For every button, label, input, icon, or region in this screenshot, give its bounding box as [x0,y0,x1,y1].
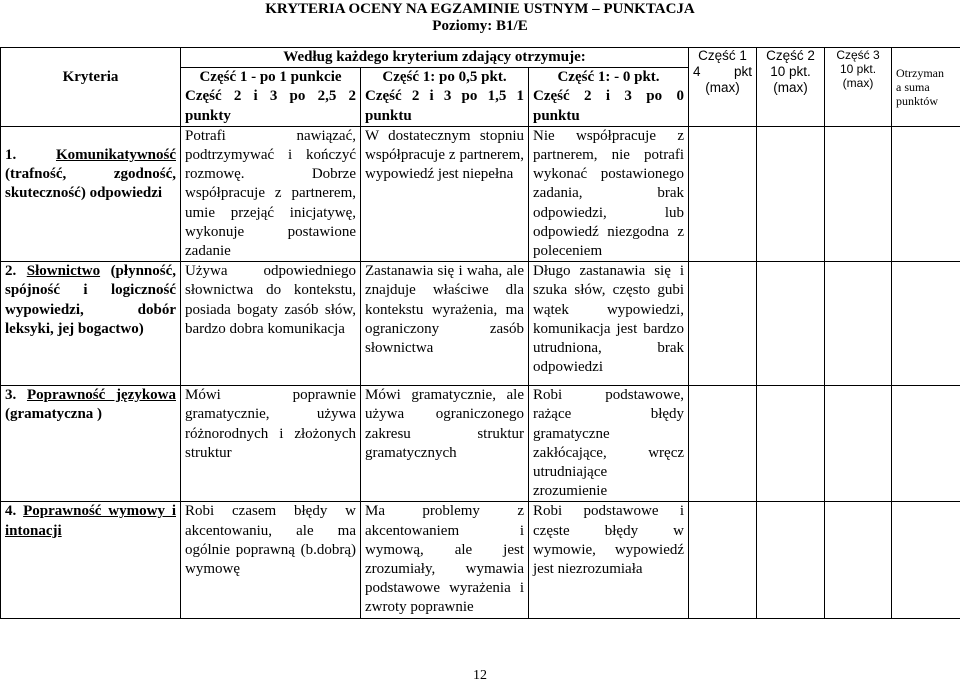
score-col-full: Część 1 - po 1 punkcie Część 2 i 3 po 2,5 2 punkty [181,68,361,127]
criterion-name: Poprawność wymowy i intonacji [5,503,176,538]
score-col-half: Część 1: po 0,5 pkt. Część 2 i 3 po 1,5 1 punktu [361,68,529,127]
page-number: 12 [0,668,960,684]
criterion-cell: 3. Poprawność językowa (gramatyczna ) [1,386,181,502]
score-zero-text: Długo zastanawia się i szuka słów, często gubi wątek wypowiedzi, komunikacja jest bardzo utrudniona, brak odpowiedzi [529,262,689,386]
criterion-cell: 2. Słownictwo (płynność, spójność i logiczność wypowiedzi, dobór leksyki, jej bogactwo) [1,262,181,386]
score-half-text: W dostatecznym stopniu współpracuje z partnerem, wypowiedź jest niepełna [361,126,529,261]
criterion-cell: 1. Komunikatywność (trafność, zgodność, skuteczność) odpowiedzi [1,126,181,261]
criteria-header: Kryteria [1,68,181,127]
criteria-table [0,47,960,619]
criterion-desc: (płynność, spójność i logiczność wypowiedzi, dobór leksyki, jej bogactwo) [5,263,176,337]
table-row [1,262,960,386]
score-zero-text: Robi podstawowe i częste błędy w wymowie, wypowiedź jest niezrozumiała [529,502,689,618]
score-col-zero: Część 1: - 0 pkt. Część 2 i 3 po 0 punktu [529,68,689,127]
score-full-text: Używa odpowiedniego słownictwa do kontekstu, posiada bogaty zasób słów, bardzo dobra komunikacja [181,262,361,386]
criterion-name: Słownictwo [27,263,100,279]
page-title: KRYTERIA OCENY NA EGZAMINIE USTNYM – PUNKTACJA [0,0,960,18]
header-row-group [1,48,960,68]
score-full-text: Potrafi nawiązać, podtrzymywać i kończyć rozmowę. Dobrze współpracuje z partnerem, umie przejąć inicjatywę, wykonuje postawione zadanie [181,126,361,261]
score-half-text: Ma problemy z akcentowaniem i wymową, ale jest zrozumiały, wymawia podstawowe wyrażenia i zwroty poprawnie [361,502,529,618]
criterion-name: Poprawność językowa [27,387,176,403]
total-col: Otrzyman a suma punktów [892,48,960,127]
level-subtitle: Poziomy: B1/E [0,17,960,35]
criterion-cell: 4. Poprawność wymowy i intonacji [1,502,181,618]
max-col-part3: Część 3 10 pkt. (max) [825,48,892,127]
max-col-part1: Część 1 4 pkt (max) [689,48,757,127]
score-full-text: Robi czasem błędy w akcentowaniu, ale ma ogólnie poprawną (b.dobrą) wymowę [181,502,361,618]
group-header: Według każdego kryterium zdający otrzymuje: [181,48,689,68]
criterion-desc: (gramatyczna ) [5,406,102,422]
max-col-part2: Część 2 10 pkt. (max) [757,48,825,127]
criterion-desc: (trafność, zgodność, skuteczność) odpowiedzi [5,166,176,201]
score-zero-text: Nie współpracuje z partnerem, nie potrafi wykonać postawionego zadania, brak odpowiedzi, lub odpowiedź niezgodna z poleceniem [529,126,689,261]
criterion-name: Komunikatywność [56,147,176,163]
score-half-text: Mówi gramatycznie, ale używa ograniczonego zakresu struktur gramatycznych [361,386,529,502]
score-zero-text: Robi podstawowe, rażące błędy gramatyczne zakłócające, wręcz utrudniające zrozumienie [529,386,689,502]
table-row [1,502,960,618]
table-row [1,386,960,502]
score-full-text: Mówi poprawnie gramatycznie, używa różnorodnych i złożonych struktur [181,386,361,502]
score-half-text: Zastanawia się i waha, ale znajduje właściwe dla kontekstu wyrażenia, ma ograniczony zasób słownictwa [361,262,529,386]
table-row [1,126,960,261]
